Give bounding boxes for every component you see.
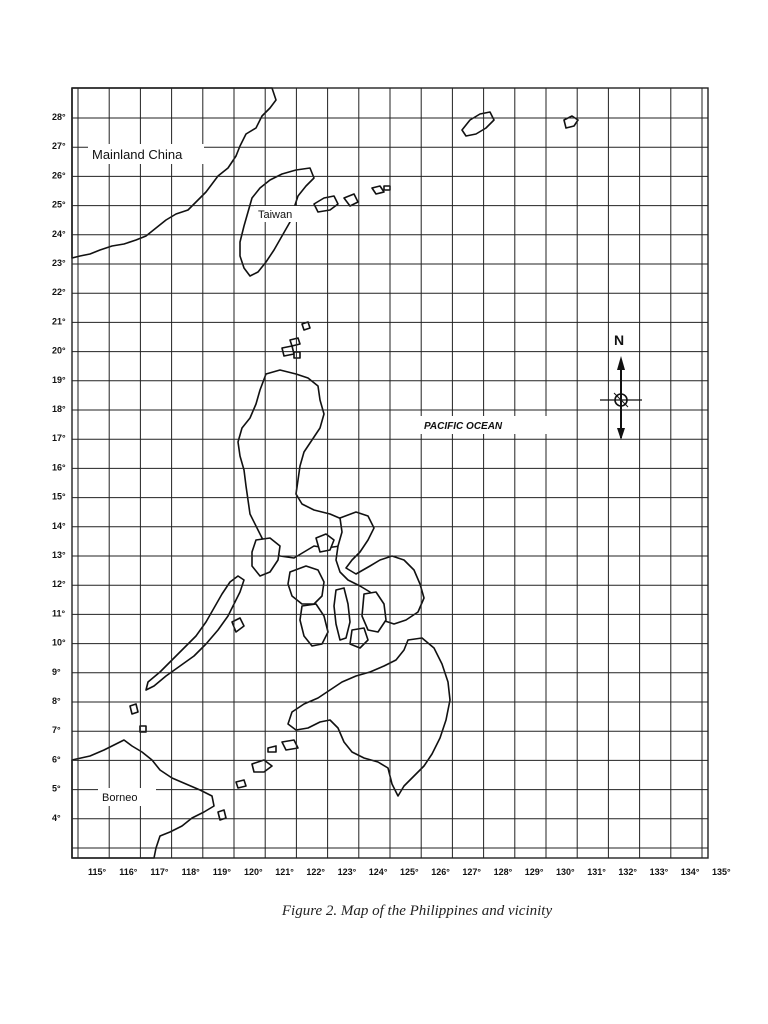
longitude-label: 119° xyxy=(212,867,231,877)
sulu-island-3 xyxy=(268,746,276,752)
latitude-label: 11° xyxy=(52,608,66,619)
latitude-label: 17° xyxy=(52,433,66,444)
sulu-island-2 xyxy=(236,780,246,788)
north-arrow-icon xyxy=(600,330,642,440)
latitude-label: 4° xyxy=(52,812,61,823)
latitude-label: 28° xyxy=(52,112,66,122)
latitude-label: 26° xyxy=(52,170,66,181)
longitude-label: 116° xyxy=(119,867,138,877)
basilan-island xyxy=(282,740,298,750)
latitude-label: 18° xyxy=(52,404,66,414)
longitude-label: 134° xyxy=(680,867,700,877)
latitude-label: 22° xyxy=(52,287,66,298)
longitude-label: 126° xyxy=(431,867,450,877)
pacific-ocean-label: PACIFIC OCEAN xyxy=(424,421,503,432)
longitude-label: 130° xyxy=(556,867,575,877)
longitude-label: 118° xyxy=(181,867,200,877)
batanes-island-4 xyxy=(294,352,300,358)
latitude-label: 14° xyxy=(52,520,66,531)
latitude-label: 7° xyxy=(52,725,61,736)
sulu-island-1 xyxy=(252,760,272,772)
negros-landmass xyxy=(300,604,328,646)
longitude-label: 124° xyxy=(368,867,388,877)
longitude-label: 121° xyxy=(275,867,294,877)
latitude-label: 20° xyxy=(52,345,66,356)
north-label: N xyxy=(614,332,625,348)
land-masses xyxy=(72,88,578,858)
mainland-china-label: Mainland China xyxy=(92,147,183,162)
figure-caption: Figure 2. Map of the Philippines and vicinity xyxy=(281,903,553,919)
batanes-island-3 xyxy=(282,346,294,356)
longitude-label: 123° xyxy=(337,867,357,877)
batanes-island-1 xyxy=(302,322,310,330)
longitude-label: 128° xyxy=(493,867,513,877)
longitude-label: 125° xyxy=(400,867,419,877)
latitude-label: 24° xyxy=(52,228,66,239)
mindoro-landmass xyxy=(252,538,280,576)
longitude-labels xyxy=(88,867,731,877)
longitude-label: 122° xyxy=(306,867,326,877)
latitude-label: 5° xyxy=(52,783,61,794)
latitude-label: 9° xyxy=(52,666,61,677)
latitude-label: 21° xyxy=(52,316,66,327)
latitude-label: 15° xyxy=(52,491,66,502)
longitude-label: 135° xyxy=(712,867,731,877)
batanes-island-2 xyxy=(290,338,300,346)
longitude-label: 117° xyxy=(150,867,169,877)
latitude-label: 12° xyxy=(52,579,66,590)
ryukyu-island-3 xyxy=(314,196,338,212)
latitude-label: 23° xyxy=(52,258,66,268)
longitude-label: 115° xyxy=(88,867,107,877)
mindanao-landmass xyxy=(288,638,450,796)
ryukyu-island-1 xyxy=(462,112,494,136)
longitude-label: 133° xyxy=(649,867,669,877)
ryukyu-island-4 xyxy=(344,194,358,206)
longitude-label: 131° xyxy=(587,867,606,877)
ryukyu-island-5 xyxy=(372,186,384,194)
latitude-label: 19° xyxy=(52,374,66,385)
latitude-label: 6° xyxy=(52,754,61,765)
borneo-islet-1 xyxy=(130,704,138,714)
longitude-label: 132° xyxy=(618,867,638,877)
latitude-label: 13° xyxy=(52,550,66,560)
latitude-label: 10° xyxy=(52,637,66,648)
latitude-label: 16° xyxy=(52,462,66,473)
longitude-label: 120° xyxy=(244,867,263,877)
borneo-label: Borneo xyxy=(102,792,138,804)
taiwan-label: Taiwan xyxy=(258,209,293,221)
latitude-label: 25° xyxy=(52,199,66,210)
latitude-label: 27° xyxy=(52,141,66,152)
ryukyu-island-6 xyxy=(384,186,390,190)
latitude-label: 8° xyxy=(52,696,61,706)
latitude-labels xyxy=(52,112,66,823)
longitude-label: 127° xyxy=(462,867,482,877)
longitude-label: 129° xyxy=(524,867,544,877)
